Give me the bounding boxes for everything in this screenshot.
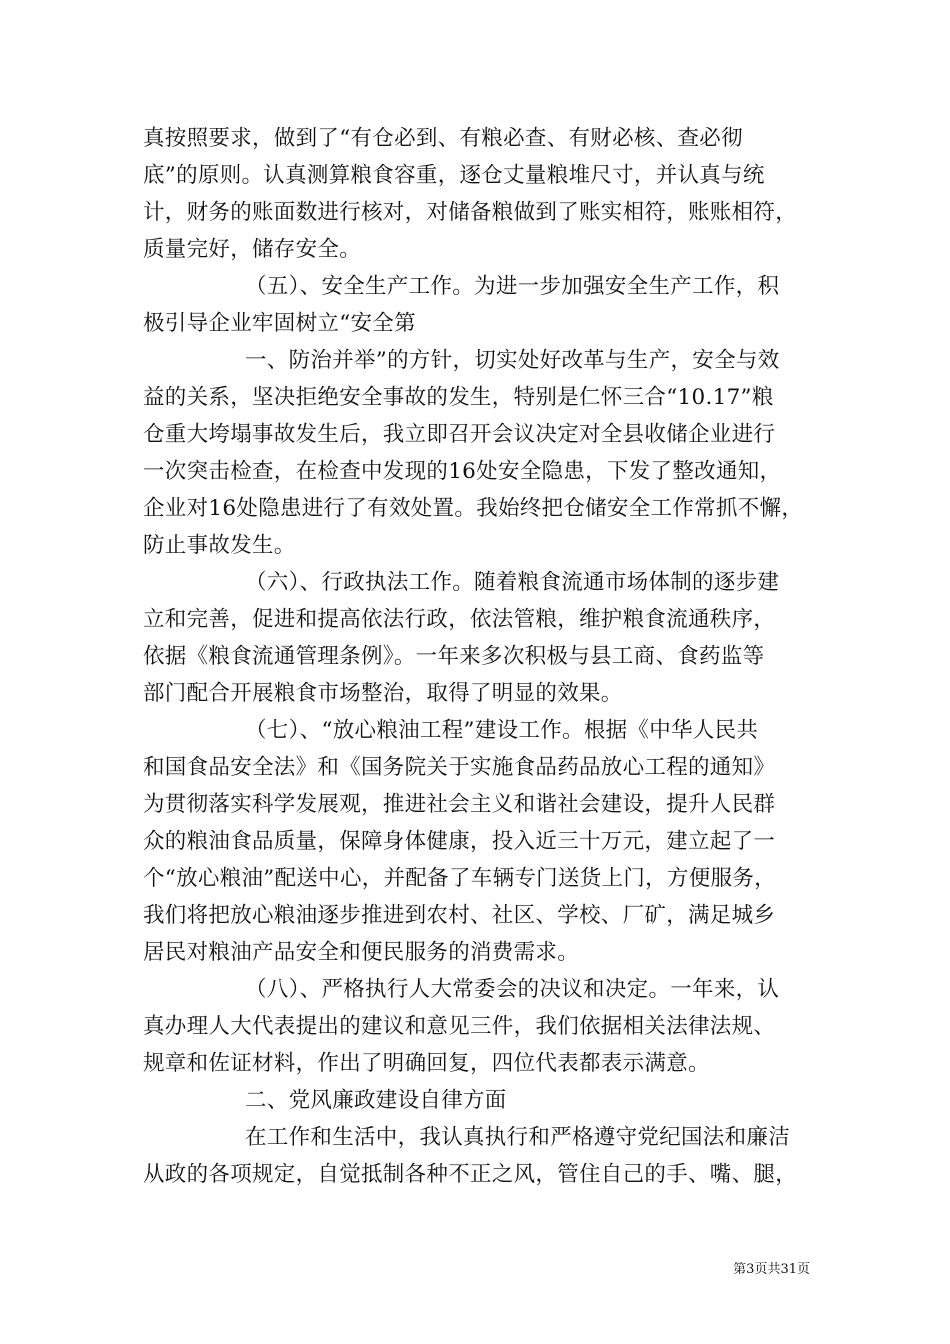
body-line: 个“放心粮油”配送中心，并配备了车辆专门送货上门，方便服务， [143, 866, 776, 891]
body-line: 企业对16处隐患进行了有效处置。我始终把仓储安全工作常抓不懈， [143, 496, 804, 521]
body-line: 极引导企业牢固树立“安全第 [143, 311, 416, 336]
section-heading-8: （八）、严格执行人大常委会的决议和决定。一年来，认 [245, 977, 780, 1002]
body-line: 益的关系，坚决拒绝安全事故的发生，特别是仁怀三合“10.17”粮 [143, 385, 774, 410]
body-line: 真办理人大代表提出的建议和意见三件，我们依据相关法律法规、 [143, 1014, 776, 1039]
section-heading-5: （五）、安全生产工作。为进一步加强安全生产工作，积 [245, 274, 780, 299]
body-line: 我们将把放心粮油逐步推进到农村、社区、学校、厂矿，满足城乡 [143, 903, 776, 928]
body-line: 规章和佐证材料，作出了明确回复，四位代表都表示满意。 [143, 1051, 710, 1076]
body-line: 底”的原则。认真测算粮食容重，逐仓丈量粮堆尺寸，并认真与统 [143, 163, 765, 188]
body-line: 和国食品安全法》和《国务院关于实施食品药品放心工程的通知》 [143, 755, 776, 780]
body-line: 防止事故发生。 [143, 533, 296, 558]
body-line: 一、防治并举”的方针，切实处好改革与生产，安全与效 [245, 348, 780, 373]
body-line: 部门配合开展粮食市场整治，取得了明显的效果。 [143, 681, 623, 706]
body-line: 质量完好，储存安全。 [143, 237, 362, 262]
section-heading-6: （六）、行政执法工作。随着粮食流通市场体制的逐步建 [245, 570, 780, 595]
body-line: 真按照要求，做到了“有仓必到、有粮必查、有财必核、查必彻 [143, 126, 743, 151]
body-line: 依据《粮食流通管理条例》。一年来多次积极与县工商、食药监等 [143, 644, 765, 669]
section-heading-7: （七）、“放心粮油工程”建设工作。根据《中华人民共 [245, 718, 759, 743]
body-line: 一次突击检查，在检查中发现的16处安全隐患，下发了整改通知， [143, 459, 782, 484]
section-heading-2: 二、党风廉政建设自律方面 [245, 1088, 507, 1113]
body-line: 在工作和生活中，我认真执行和严格遵守党纪国法和廉洁 [245, 1125, 791, 1150]
page-number: 第3页共31页 [733, 1262, 810, 1277]
body-line: 为贯彻落实科学发展观，推进社会主义和谐社会建设，提升人民群 [143, 792, 776, 817]
body-line: 仓重大垮塌事故发生后，我立即召开会议决定对全县收储企业进行 [143, 422, 776, 447]
body-line: 计，财务的账面数进行核对，对储备粮做到了账实相符，账账相符， [143, 200, 798, 225]
body-line: 众的粮油食品质量，保障身体健康，投入近三十万元，建立起了一 [143, 829, 776, 854]
body-line: 立和完善，促进和提高依法行政，依法管粮，维护粮食流通秩序， [143, 607, 776, 632]
body-line: 从政的各项规定，自觉抵制各种不正之风，管住自己的手、嘴、腿， [143, 1162, 798, 1187]
body-line: 居民对粮油产品安全和便民服务的消费需求。 [143, 940, 580, 965]
